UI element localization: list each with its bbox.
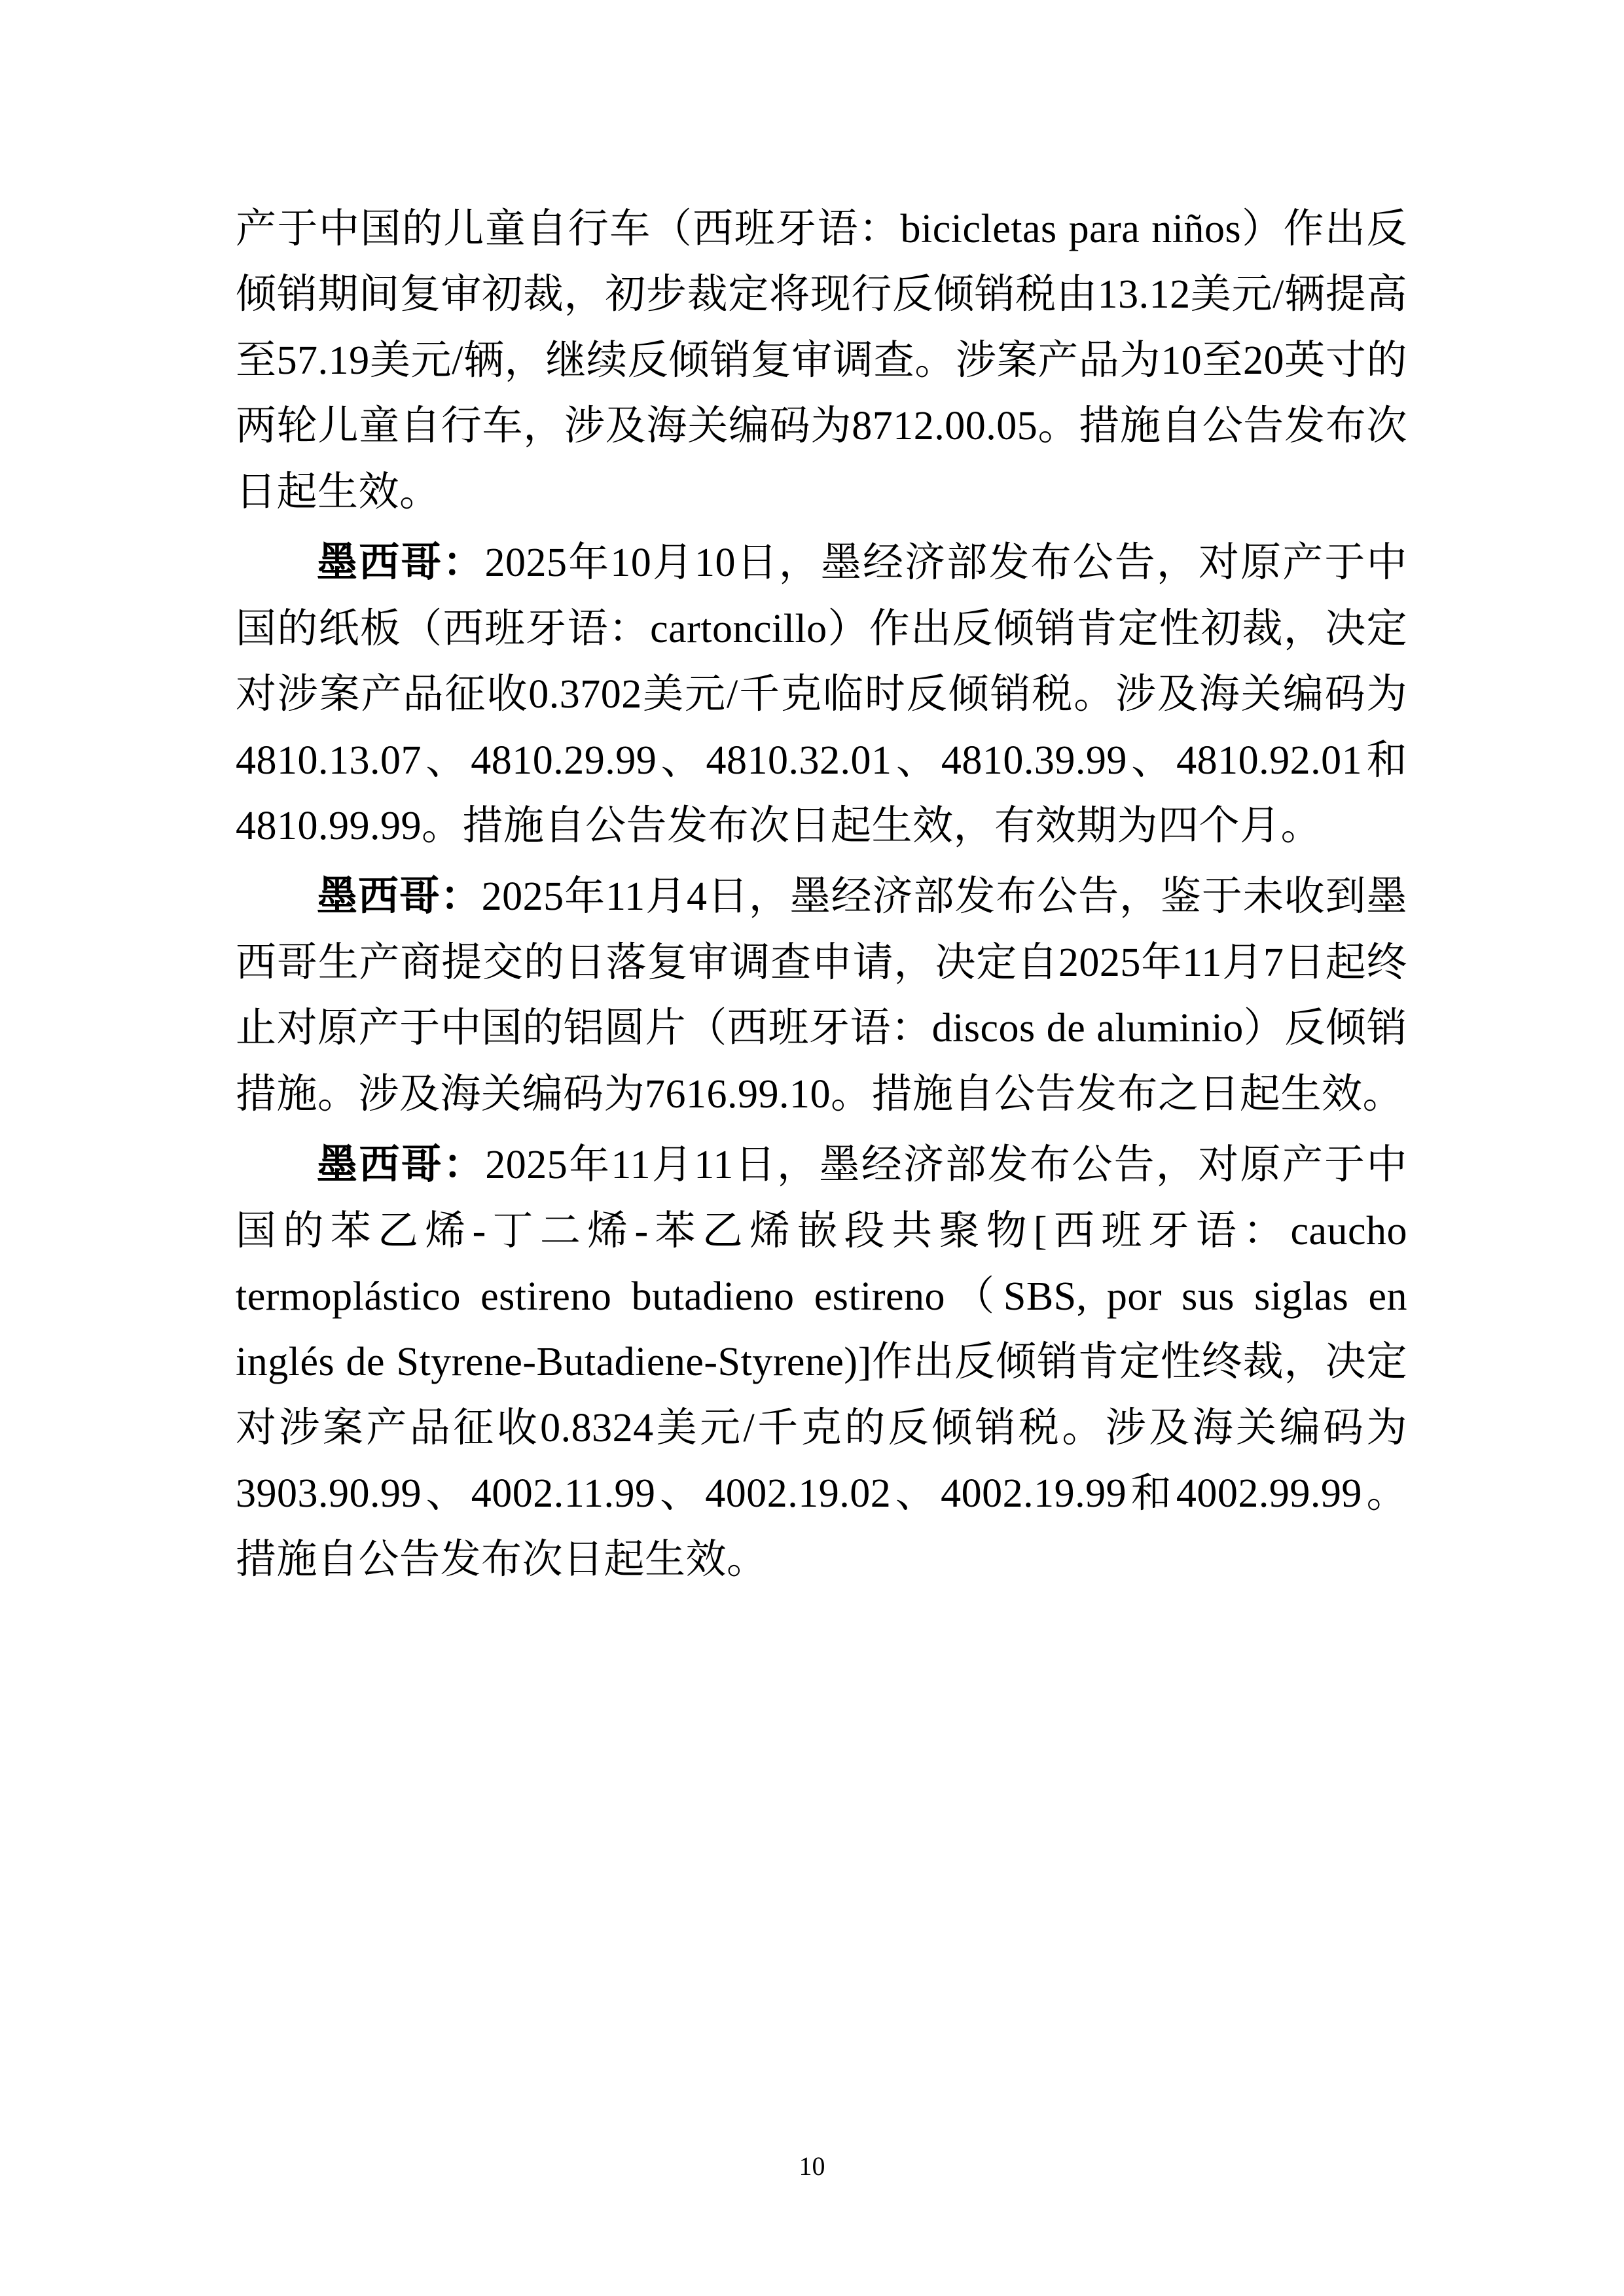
paragraph-4-text: 2025年11月11日，墨经济部发布公告，对原产于中国的苯乙烯-丁二烯-苯乙烯嵌段共聚物[西班牙语：caucho termoplástico estireno butadieno estireno（SBS, por sus siglas en inglés de Styrene-Butadiene-Styrene)]作出反倾销肯定性终裁，决定对涉案产品征收0.8324美元/千克的反倾销税。涉及海关编码为3903.90.99、4002.11.99、4002.19.02、4002.19.99和4002.99.99。措施自公告发布次日起生效。: [236, 1143, 1407, 1582]
paragraph-4: [236, 1132, 1407, 1592]
paragraph-1: [236, 196, 1407, 525]
paragraph-1-text: 产于中国的儿童自行车（西班牙语：bicicletas para niños）作出反倾销期间复审初裁，初步裁定将现行反倾销税由13.12美元/辆提高至57.19美元/辆，继续反倾销复审调查。涉案产品为10至20英寸的两轮儿童自行车，涉及海关编码为8712.00.05。措施自公告发布次日起生效。: [236, 207, 1407, 514]
paragraph-3-lead: 墨西哥：: [317, 874, 482, 920]
paragraph-2-lead: 墨西哥：: [317, 541, 485, 586]
paragraph-4-lead: 墨西哥：: [317, 1143, 486, 1188]
paragraph-3-text: 2025年11月4日，墨经济部发布公告，鉴于未收到墨西哥生产商提交的日落复审调查申请，决定自2025年11月7日起终止对原产于中国的铝圆片（西班牙语：discos de aluminio）反倾销措施。涉及海关编码为7616.99.10。措施自公告发布之日起生效。: [236, 874, 1407, 1117]
paragraph-2: [236, 530, 1407, 859]
paragraph-3: [236, 864, 1407, 1127]
document-body: [236, 196, 1407, 1592]
paragraph-2-text: 2025年10月10日，墨经济部发布公告，对原产于中国的纸板（西班牙语：cartoncillo）作出反倾销肯定性初裁，决定对涉案产品征收0.3702美元/千克临时反倾销税。涉及海关编码为4810.13.07、4810.29.99、4810.32.01、4810.39.99、4810.92.01和4810.99.99。措施自公告发布次日起生效，有效期为四个月。: [236, 541, 1408, 848]
page-number: 10: [799, 2151, 825, 2181]
